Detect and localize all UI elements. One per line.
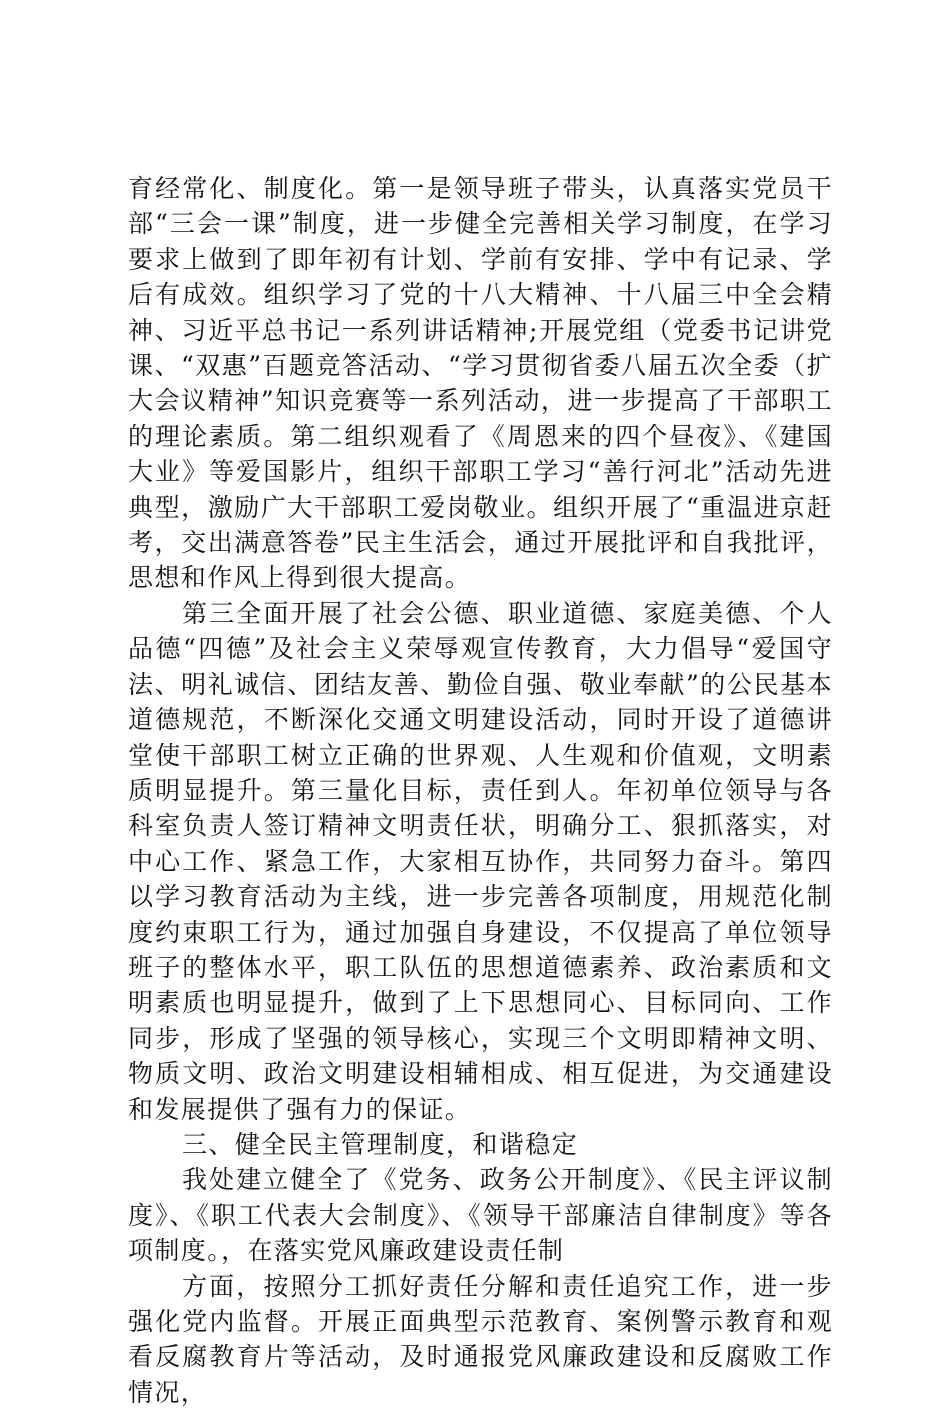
section-heading-democratic-management: 三、健全民主管理制度，和谐稳定 (182, 1129, 579, 1159)
paragraph-supervision: 方面，按照分工抓好责任分解和责任追究工作，进一步强化党内监督。开展正面典型示范教育、案例警示教育和观看反腐教育片等活动，及时通报党风廉政建设和反腐败工作情况， (128, 1271, 833, 1407)
paragraph-study-education: 育经常化、制度化。第一是领导班子带头，认真落实党员干部“三会一课”制度，进一步健全完善相关学习制度，在学习要求上做到了即年初有计划、学前有安排、学中有记录、学后有成效。组织学习了党的十八大精神、十八届三中全会精神、习近平总书记一系列讲话精神;开展党组（党委书记讲党课、“双惠”百题竞答活动、“学习贯彻省委八届五次全委（扩大会议精神”知识竞赛等一系列活动，进一步提高了干部职工的理论素质。第二组织观看了《周恩来的四个昼夜》、《建国大业》等爱国影片，组织干部职工学习“善行河北”活动先进典型，激励广大干部职工爱岗敬业。组织开展了“重温进京赶考，交出满意答卷”民主生活会，通过开展批评和自我批评，思想和作风上得到很大提高。 (128, 174, 833, 593)
paragraph-regulations: 我处建立健全了《党务、政务公开制度》、《民主评议制度》、《职工代表大会制度》、《领导干部廉洁自律制度》等各项制度。，在落实党风廉政建设责任制 (128, 1165, 833, 1266)
document-body (128, 171, 833, 1410)
paragraph-moral-education: 第三全面开展了社会公德、职业道德、家庭美德、个人品德“四德”及社会主义荣辱观宣传教育，大力倡导“爱国守法、明礼诚信、团结友善、勤俭自强、敬业奉献”的公民基本道德规范，不断深化交通文明建设活动，同时开设了道德讲堂使干部职工树立正确的世界观、人生观和价值观，文明素质明显提升。第三量化目标，责任到人。年初单位领导与各科室负责人签订精神文明责任状，明确分工、狠抓落实，对中心工作、紧急工作，大家相互协作，共同努力奋斗。第四以学习教育活动为主线，进一步完善各项制度，用规范化制度约束职工行为，通过加强自身建设，不仅提高了单位领导班子的整体水平，职工队伍的思想道德素养、政治素质和文明素质也明显提升，做到了上下思想同心、目标同向、工作同步，形成了坚强的领导核心，实现三个文明即精神文明、物质文明、政治文明建设相辅相成、相互促进，为交通建设和发展提供了强有力的保证。 (128, 598, 833, 1124)
